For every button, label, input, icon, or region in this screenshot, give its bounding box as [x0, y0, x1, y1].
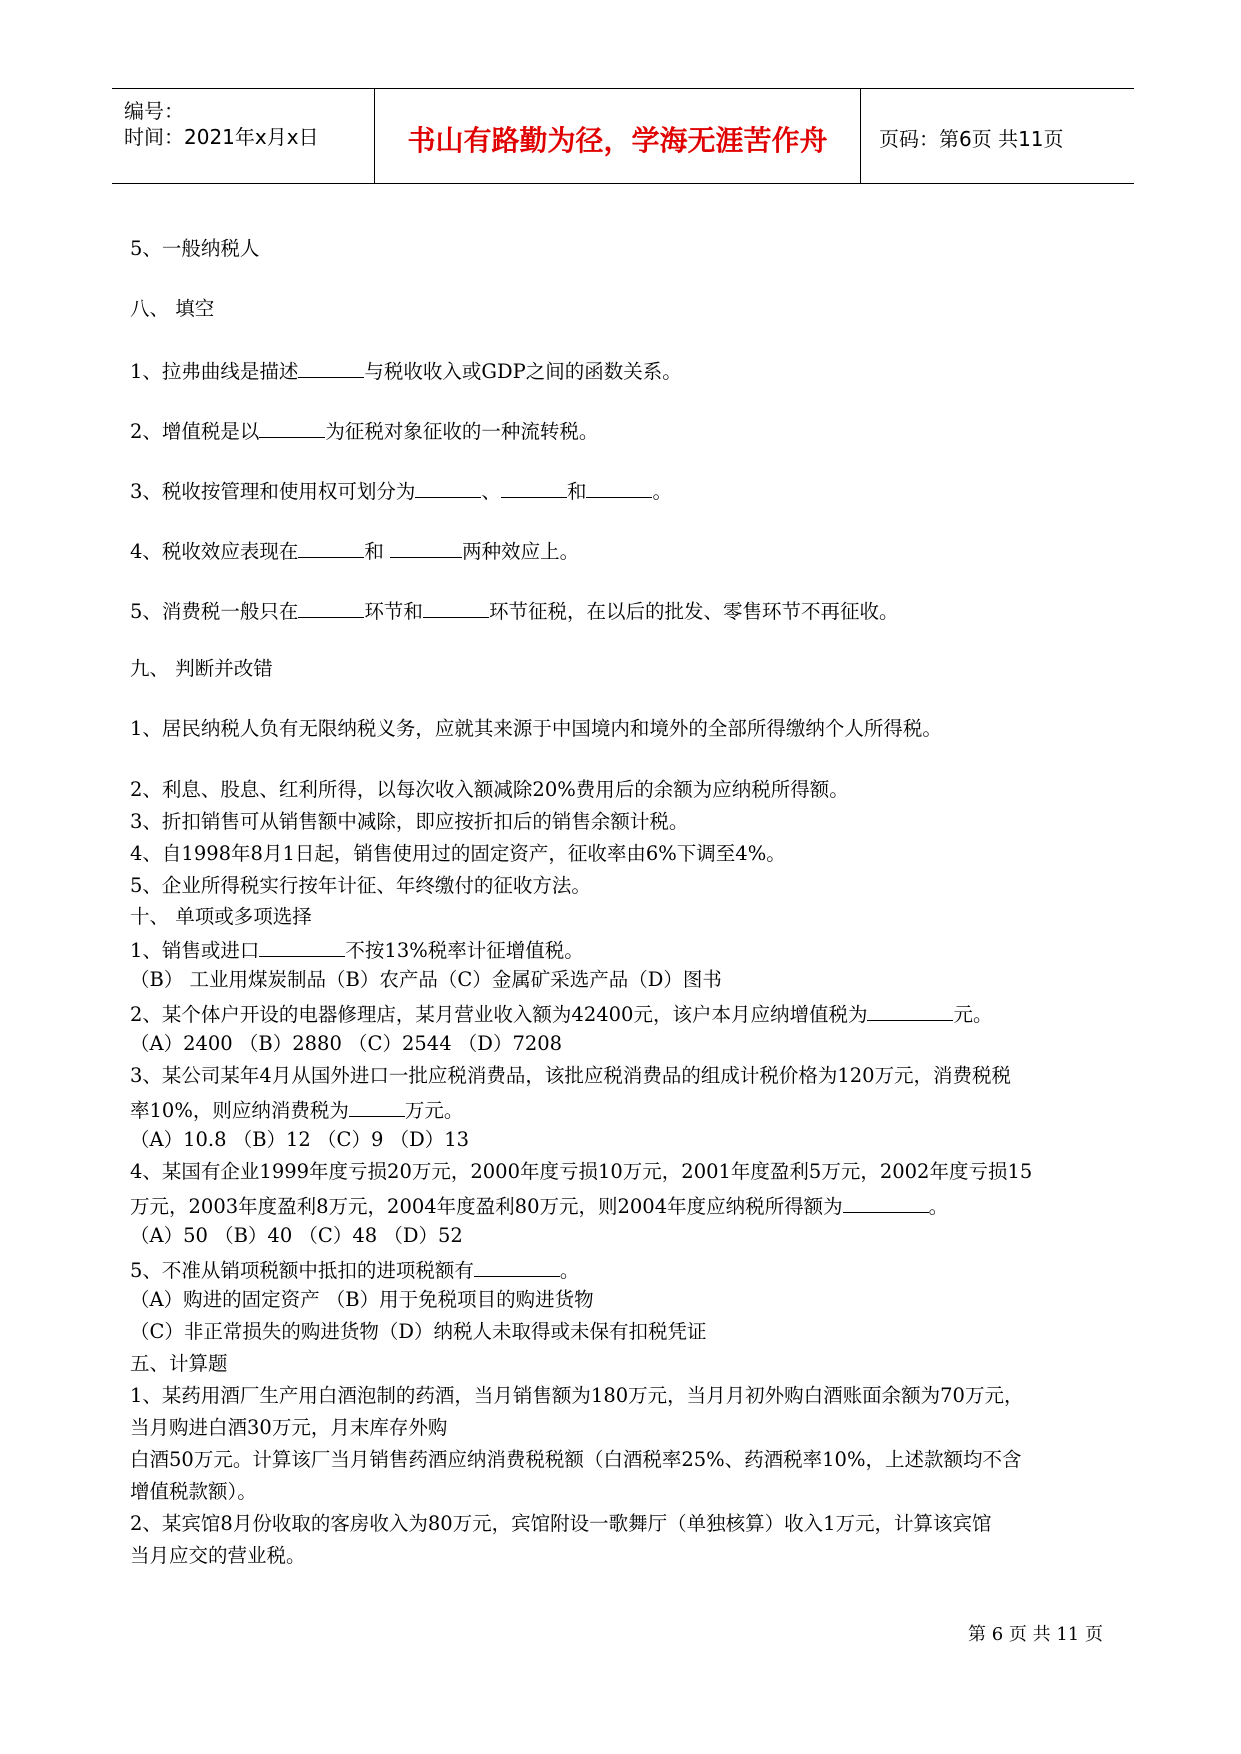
- line-text: （A）50 （B）40 （C）48 （D）52: [130, 1224, 463, 1247]
- line-text: 白酒50万元。计算该厂当月销售药酒应纳消费税税额（白酒税率25%、药酒税率10%，上述款额均不含: [130, 1448, 1022, 1471]
- text-line: [130, 1450, 1022, 1470]
- line-text: 率10%，则应纳消费税为: [130, 1099, 349, 1122]
- document-number-label: 编号：: [124, 99, 184, 123]
- line-text: 环节和: [364, 600, 423, 623]
- text-line: [130, 659, 273, 679]
- fill-blank: [349, 1098, 405, 1117]
- line-text: 1、销售或进口: [130, 939, 260, 962]
- text-line: [130, 1162, 1032, 1182]
- line-text: 2、某个体户开设的电器修理店，某月营业收入额为42400元，该户本月应纳增值税为: [130, 1003, 868, 1026]
- line-text: 5、消费税一般只在: [130, 600, 299, 623]
- page-header: [112, 88, 1134, 184]
- line-text: （A）10.8 （B）12 （C）9 （D）13: [130, 1128, 470, 1151]
- text-line: [130, 1386, 1023, 1406]
- line-text: 。: [652, 480, 672, 503]
- text-line: [130, 876, 591, 896]
- text-line: [130, 1354, 228, 1374]
- line-text: 不按13%税率计征增值税。: [345, 939, 584, 962]
- line-text: 九、 判断并改错: [130, 657, 273, 680]
- line-text: 八、 填空: [130, 297, 215, 320]
- fill-blank: [259, 938, 345, 957]
- fill-blank: [259, 419, 325, 438]
- line-text: 增值税款额）。: [130, 1480, 257, 1503]
- fill-blank: [298, 359, 364, 378]
- line-text: 3、某公司某年4月从国外进口一批应税消费品，该批应税消费品的组成计税价格为120万元，消费税税: [130, 1064, 1012, 1087]
- line-text: 3、税收按管理和使用权可划分为: [130, 480, 416, 503]
- header-page-code: 页码：第6页 共11页: [879, 127, 1064, 151]
- fill-blank: [390, 539, 462, 558]
- line-text: 、: [481, 480, 501, 503]
- line-text: 。: [928, 1195, 949, 1218]
- header-motto-cell: [374, 89, 861, 183]
- line-text: 1、居民纳税人负有无限纳税义务，应就其来源于中国境内和境外的全部所得缴纳个人所得税。: [130, 717, 942, 740]
- text-line: [130, 599, 898, 622]
- fill-blank: [586, 479, 652, 498]
- fill-blank: [423, 599, 489, 618]
- line-text: （C）非正常损失的购进货物（D）纳税人未取得或未保有扣税凭证: [130, 1320, 707, 1343]
- line-text: （B） 工业用煤炭制品（B）农产品（C）金属矿采选产品（D）图书: [130, 968, 722, 991]
- text-line: [130, 907, 312, 927]
- fill-blank: [474, 1258, 560, 1277]
- fill-blank: [867, 1002, 953, 1021]
- text-line: [130, 1226, 463, 1246]
- line-text: （A）购进的固定资产 （B）用于免税项目的购进货物: [130, 1288, 594, 1311]
- text-line: [130, 1290, 594, 1310]
- line-text: 十、 单项或多项选择: [130, 905, 312, 928]
- page-footer: 第 6 页 共 11 页: [968, 1624, 1103, 1645]
- line-text: 与税收收入或GDP之间的函数关系。: [364, 360, 682, 383]
- line-text: 5、不准从销项税额中抵扣的进项税额有: [130, 1259, 474, 1282]
- text-line: [130, 812, 688, 832]
- text-line: [130, 1258, 579, 1281]
- text-line: [130, 1066, 1011, 1086]
- text-line: [130, 1514, 992, 1534]
- line-text: 万元，2003年度盈利8万元，2004年度盈利80万元，则2004年度应纳税所得额为: [130, 1195, 843, 1218]
- document-time-label: 时间：2021年x月x日: [124, 125, 319, 149]
- line-text: 2、利息、股息、红利所得，以每次收入额减除20%费用后的余额为应纳税所得额。: [130, 778, 849, 801]
- text-line: [130, 359, 682, 382]
- line-text: 4、某国有企业1999年度亏损20万元，2000年度亏损10万元，2001年度盈利5万元，2002年度亏损15: [130, 1160, 1033, 1183]
- text-line: [130, 1322, 707, 1342]
- line-text: 当月应交的营业税。: [130, 1544, 306, 1567]
- text-line: [130, 539, 579, 562]
- line-text: （A）2400 （B）2880 （C）2544 （D）7208: [130, 1032, 563, 1055]
- text-line: [130, 479, 672, 502]
- line-text: 环节征税，在以后的批发、零售环节不再征收。: [488, 600, 899, 623]
- line-text: 为征税对象征收的一种流转税。: [325, 420, 599, 443]
- fill-blank: [298, 599, 364, 618]
- text-line: [130, 1098, 463, 1121]
- line-text: 4、税收效应表现在: [130, 540, 299, 563]
- line-text: 当月购进白酒30万元，月末库存外购: [130, 1416, 448, 1439]
- line-text: 2、某宾馆8月份收取的客房收入为80万元，宾馆附设一歌舞厅（单独核算）收入1万元，计算该宾馆: [130, 1512, 992, 1535]
- line-text: 3、折扣销售可从销售额中减除，即应按折扣后的销售余额计税。: [130, 810, 689, 833]
- text-line: [130, 780, 849, 800]
- text-line: [130, 419, 598, 442]
- line-text: 元。: [953, 1003, 993, 1026]
- line-text: 1、拉弗曲线是描述: [130, 360, 299, 383]
- text-line: [130, 844, 786, 864]
- text-line: [130, 719, 942, 739]
- fill-blank: [298, 539, 364, 558]
- fill-blank: [501, 479, 567, 498]
- text-line: [130, 1418, 447, 1438]
- line-text: 五、计算题: [130, 1352, 228, 1375]
- fill-blank: [843, 1194, 929, 1213]
- text-line: [130, 299, 214, 319]
- motto-text: 书山有路勤为径，学海无涯苦作舟: [407, 124, 828, 157]
- line-text: 4、自1998年8月1日起，销售使用过的固定资产，征收率由6%下调至4%。: [130, 842, 786, 865]
- line-text: 5、企业所得税实行按年计征、年终缴付的征收方法。: [130, 874, 591, 897]
- text-line: [130, 239, 259, 259]
- text-line: [130, 938, 584, 961]
- text-line: [130, 1034, 562, 1054]
- line-text: 两种效应上。: [462, 540, 580, 563]
- line-text: 1、某药用酒厂生产用白酒泡制的药酒，当月销售额为180万元，当月月初外购白酒账面余额为70万元，: [130, 1384, 1024, 1407]
- line-text: 。: [559, 1259, 580, 1282]
- text-line: [130, 970, 722, 990]
- line-text: 5、一般纳税人: [130, 237, 260, 260]
- line-text: 和: [566, 480, 587, 503]
- text-line: [130, 1546, 306, 1566]
- text-line: [130, 1002, 992, 1025]
- header-info-cell: [112, 89, 374, 183]
- line-text: 和: [364, 540, 391, 563]
- line-text: 2、增值税是以: [130, 420, 260, 443]
- text-line: [130, 1194, 948, 1217]
- header-page-cell: [861, 89, 1134, 183]
- text-line: [130, 1482, 257, 1502]
- line-text: 万元。: [404, 1099, 464, 1122]
- fill-blank: [415, 479, 481, 498]
- text-line: [130, 1130, 469, 1150]
